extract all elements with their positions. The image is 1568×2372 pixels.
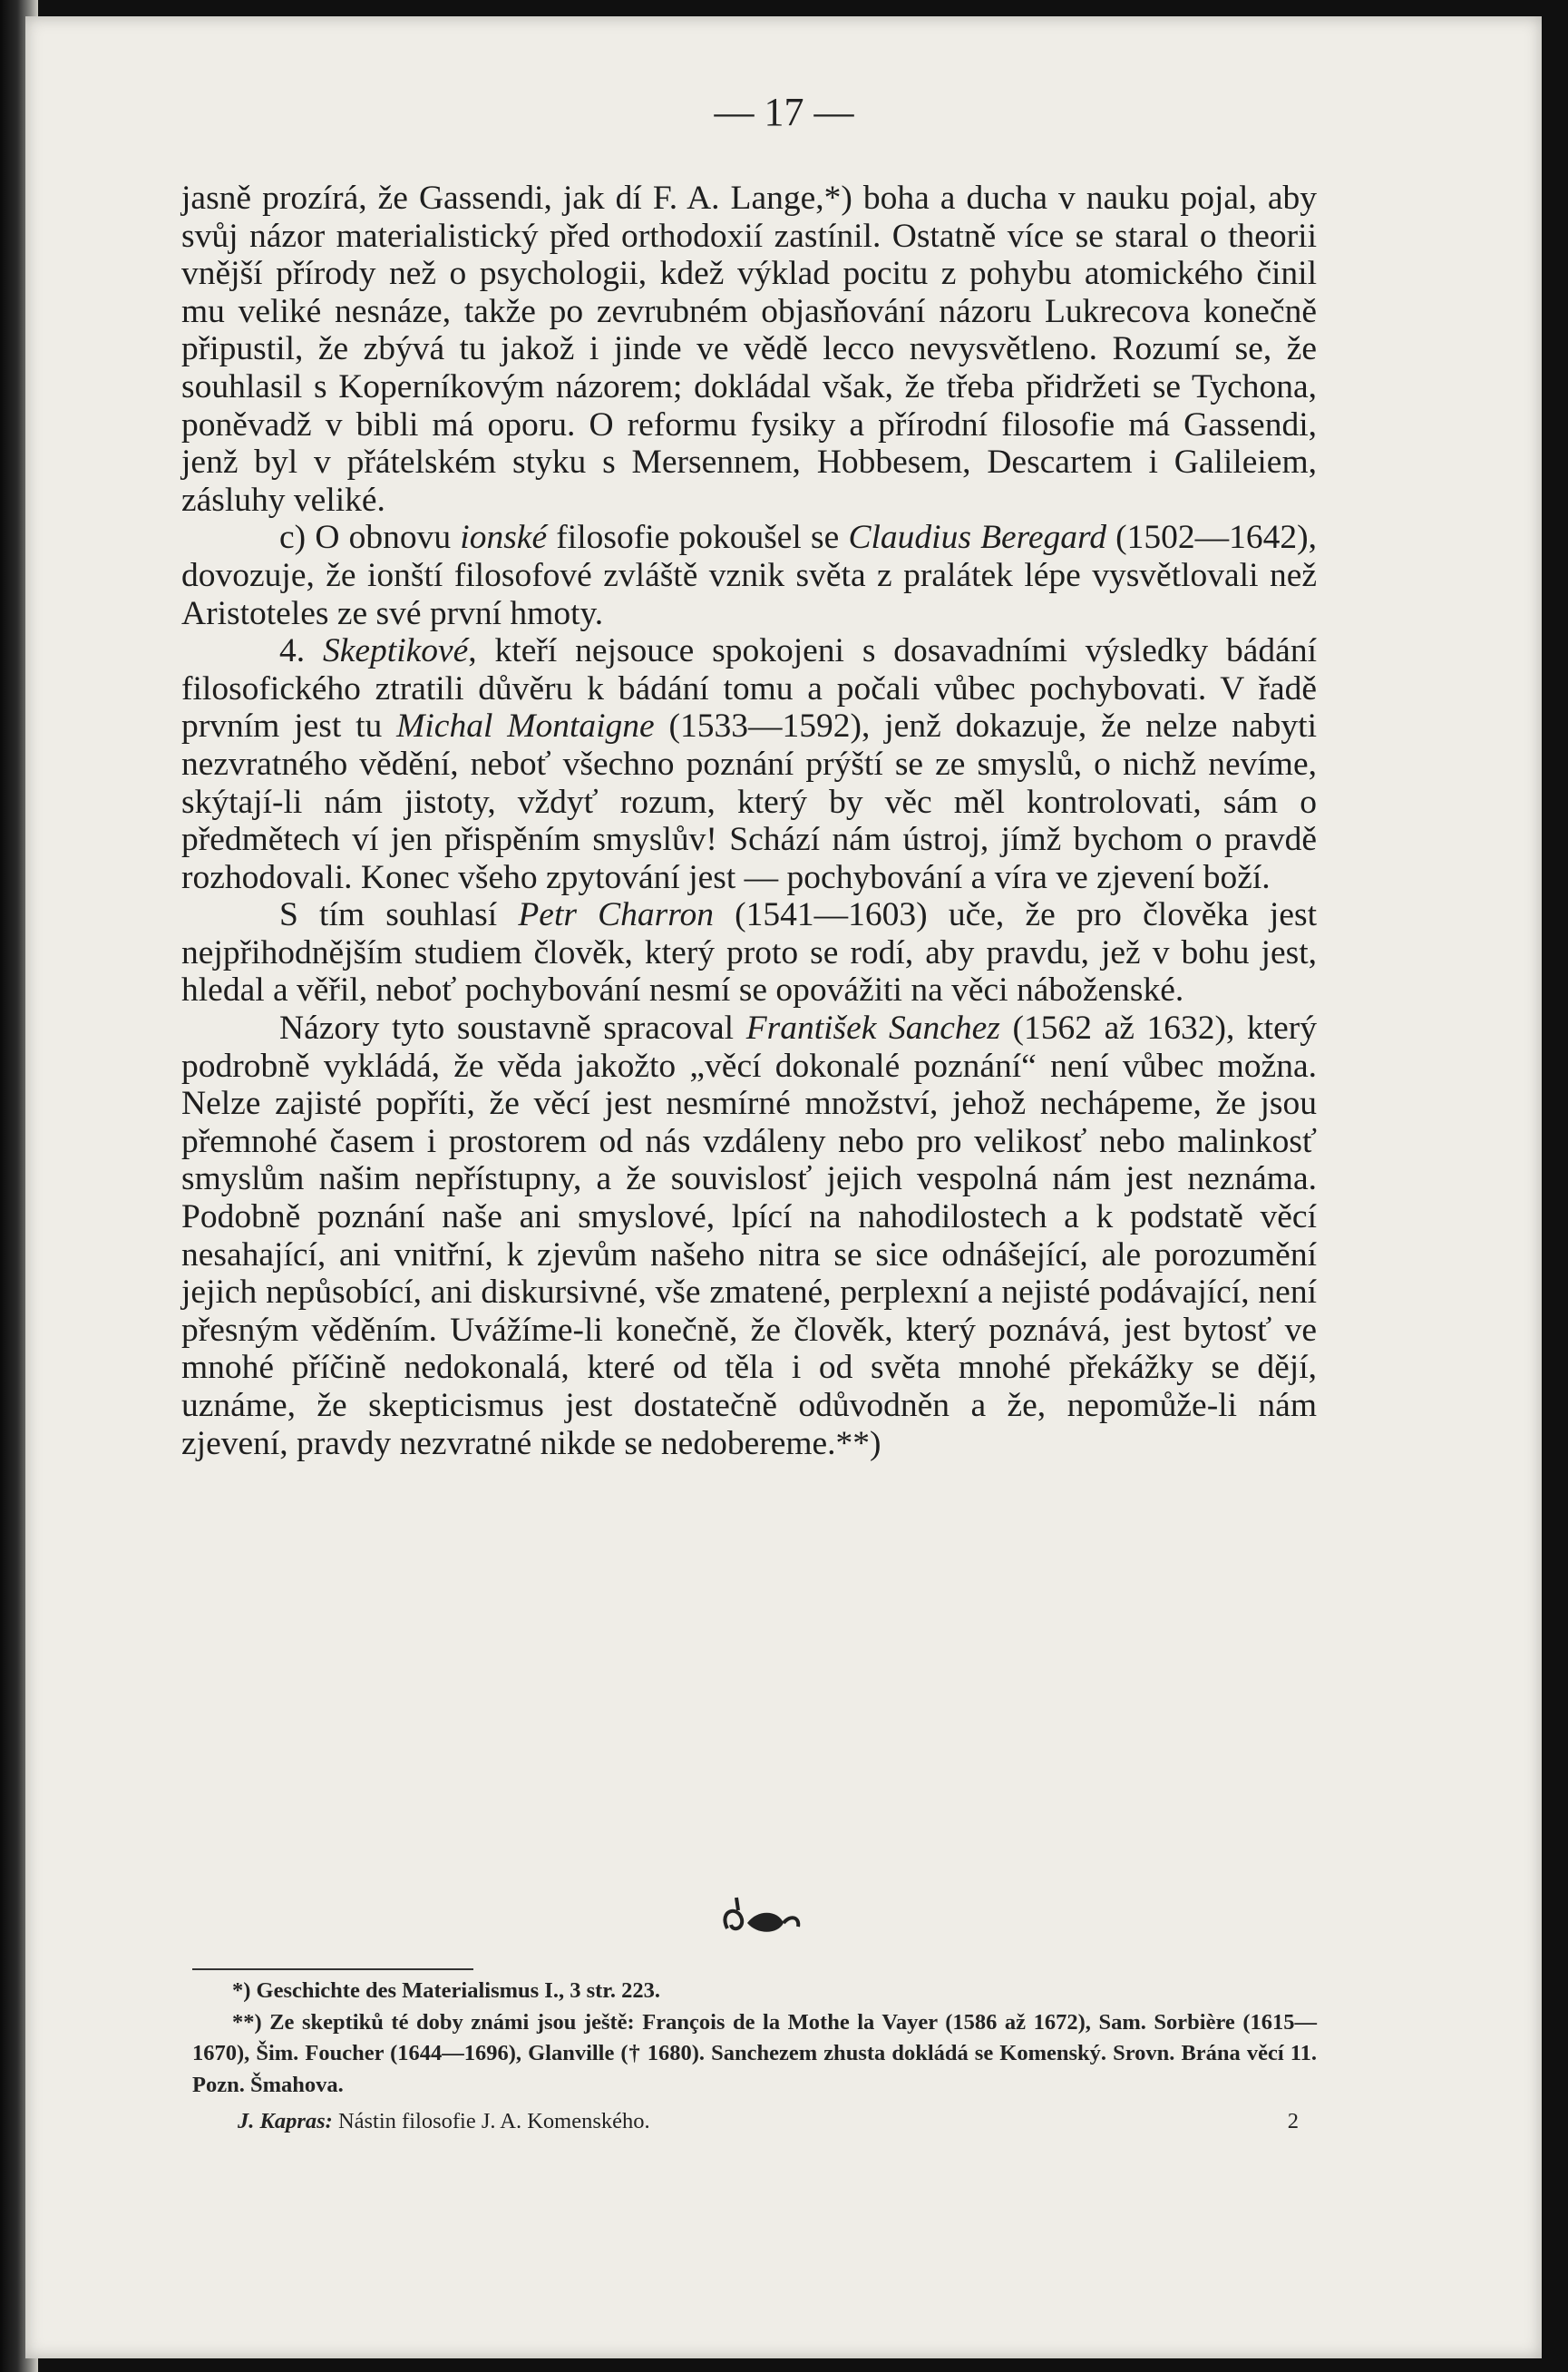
paragraph xyxy=(181,180,1317,519)
text-run: (1533—1592), jenž dokazuje, že nelze nabyti nezvratného vědění, neboť všechno poznání prýští se ze smyslů, o nichž nevíme, skýtají-li nám jistoty, vždyť rozum, který by věc měl kontrolovati, sám o předmětech ví jen přispěním smyslův! Schází nám ústroj, jímž bychom o pravdě rozhodovali. Konec všeho zpytování jest — pochybování a víra ve zjevení boží. xyxy=(181,708,1317,896)
text-run: (1562 až 1632), který podrobně vykládá, že věda jakožto „věcí dokonalé poznání“ není vůbec možna. Nelze zajisté popříti, že věcí jest nesmírné množství, jehož nechápeme, že jsou přemnohé časem i prostorem od nás vzdáleny nebo pro velikosť nebo malinkosť smyslům našim nepřístupny, a že souvislosť jejich vespolná nám jest neznáma. Podobně poznání naše ani smyslové, lpící na nahodilostech a k podstatě věcí nesahající, ani vnitřní, k zjevům našeho nitra se sice odnášející, ale porozumění jejich nepůsobící, ani diskursivné, vše zmatené, perplexní a nejisté podávající, není přesným věděním. Uvážíme-li konečně, že člověk, který poznává, jest bytosť ve mnohé příčině nedokonalá, které od těla i od světa mnohé překážky se dějí, uznáme, že skepticismus jest dostatečně odůvodněn a že, nepomůže-li nám zjevení, pravdy nezvratné nikde se nedobereme.**) xyxy=(181,1010,1317,1462)
paragraph xyxy=(181,632,1317,896)
text-run: Názory tyto soustavně spracoval xyxy=(279,1010,746,1048)
emphasized-name: František Sanchez xyxy=(745,1010,1000,1048)
paragraph xyxy=(181,519,1317,632)
text-run: , kteří nejsouce spokojeni s dosavadními výsledky bádání filosofického ztratili důvěru k bádání tomu a počali vůbec pochybovati. V řadě prvním jest tu xyxy=(181,632,1317,746)
text-run: 4. xyxy=(279,632,323,670)
text-run: c) O obnovu xyxy=(279,519,461,557)
footnote: **) Ze skeptiků té doby známi jsou ještě: François de la Mothe la Vayer (1586 až 1672), Sam. Sorbière (1615—1670), Šim. Foucher (1644—1696), Glanville († 1680). Sanchezem zhusta dokládá se Komenský. Srovn. Brána věcí 11. Pozn. Šmahova. xyxy=(192,2009,1317,2097)
emphasized-name: Petr Charron xyxy=(518,896,714,934)
footnote-rule xyxy=(192,1968,473,1970)
signature-line xyxy=(238,2109,1299,2134)
emphasized-name: Claudius Beregard xyxy=(848,519,1106,557)
emphasized-name: Skeptikové xyxy=(322,632,469,670)
paragraph xyxy=(181,896,1317,1010)
footnote: *) Geschichte des Materialismus I., 3 str. 223. xyxy=(232,1978,661,2003)
text-run: (1502—1642), dovozuje, že ionští filosofové zvláště vznik světa z pralátek lépe vysvětlovali než Aristoteles ze své první hmoty. xyxy=(181,519,1317,632)
body-text xyxy=(181,180,1317,1462)
signature-book-title: Nástin filosofie J. A. Komenského. xyxy=(332,2109,650,2133)
text-run: jasně prozírá, že Gassendi, jak dí F. A. Lange,*) boha a ducha v nauku pojal, aby svůj názor materialistický před orthodoxií zastínil. Ostatně více se staral o theorii vnější přírody než o psychologii, kdež výklad pocitu z pohybu atomického činil mu veliké nesnáze, takže po zevrubném objasňování názoru Lukrecova konečně připustil, že zbývá tu jakož i jinde ve vědě lecco nevysvětleno. Rozumí se, že souhlasil s Koperníkovým názorem; dokládal však, že třeba přidržeti se Tychona, poněvadž v bibli má oporu. O reformu fysiky a přírodní filosofie má Gassendi, jenž byl v přátelském styku s Mersennem, Hobbesem, Descartem i Galileiem, zásluhy veliké. xyxy=(181,180,1317,519)
paragraph xyxy=(181,1010,1317,1462)
signature-author: J. Kapras: xyxy=(238,2109,333,2133)
text-run: (1541—1603) uče, že pro člověka jest nejpřihodnějším studiem člověk, který proto se rodí, aby pravdu, jež v bohu jest, hledal a věřil, neboť pochybování nesmí se opovážiti na věci náboženské. xyxy=(181,896,1318,1010)
emphasized-name: Michal Montaigne xyxy=(396,708,655,746)
footnotes xyxy=(192,1976,1317,2101)
sheet-signature: 2 xyxy=(1287,2109,1299,2133)
signature-title xyxy=(238,2109,650,2134)
page-number: — 17 — xyxy=(714,90,854,134)
emphasized-name: ionské xyxy=(460,519,548,557)
fleuron-ornament-icon xyxy=(711,1892,811,1947)
text-run: S tím souhlasí xyxy=(279,896,519,934)
text-run: filosofie pokoušel se xyxy=(547,519,849,557)
